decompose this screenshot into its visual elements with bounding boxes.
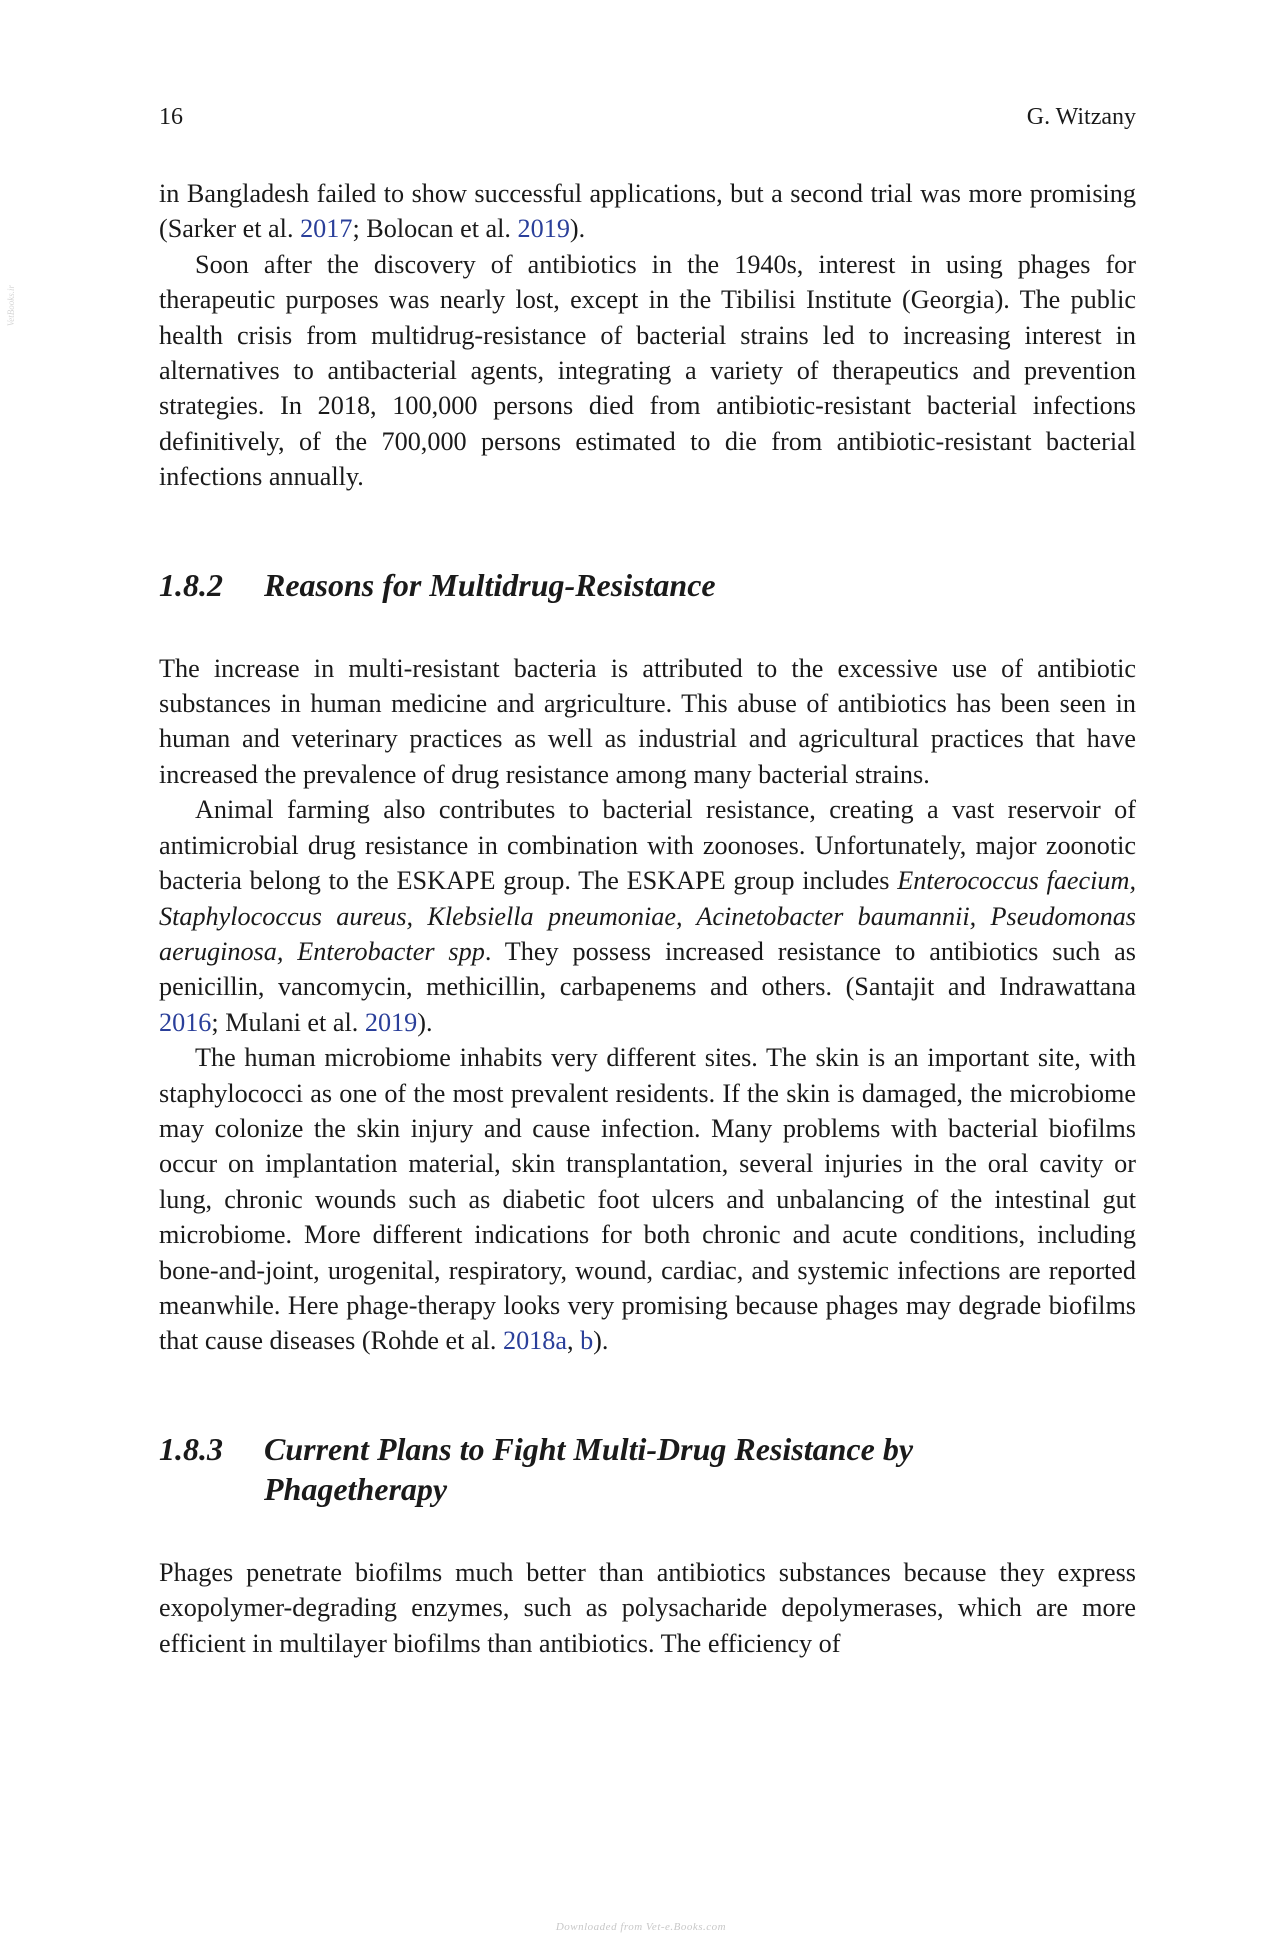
section-heading xyxy=(159,565,1136,605)
footer-watermark: Downloaded from Vet-e.Books.com xyxy=(555,1921,727,1933)
text-run: , xyxy=(566,1326,581,1356)
paragraph xyxy=(159,176,1136,247)
section-heading xyxy=(159,1429,1136,1509)
paragraph xyxy=(159,1040,1136,1359)
section-number: 1.8.3 xyxy=(159,1430,223,1467)
text-run: ). xyxy=(417,1007,433,1037)
citation-link[interactable]: 2017 xyxy=(300,214,353,244)
section-title: Current Plans to Fight Multi-Drug Resistance by Phagetherapy xyxy=(264,1430,914,1507)
citation-link[interactable]: 2019 xyxy=(517,214,570,244)
text-run: ; Mulani et al. xyxy=(211,1007,365,1037)
text-run: ). xyxy=(593,1326,609,1356)
citation-link[interactable]: 2016 xyxy=(159,1007,212,1037)
section-title: Reasons for Multidrug-Resistance xyxy=(264,566,716,603)
text-run: ). xyxy=(569,214,586,244)
side-watermark: VetBooks.ir xyxy=(6,285,16,327)
text-run: The human microbiome inhabits very different sites. The skin is an important site, with staphylococci as one of the most prevalent residents. If the skin is damaged, the microbiome may colonize the skin injury and cause infection. Many problems with bacterial biofilms occur on implantation material, skin transplantation, several injuries in the oral cavity or lung, chronic wounds such as diabetic foot ulcers and unbalancing of the intestinal gut microbiome. More different indications for both chronic and acute conditions, including bone-and-joint, urogenital, respiratory, wound, cardiac, and systemic infections are reported meanwhile. Here phage-therapy looks very promising because phages may degrade biofilms that cause diseases (Rohde et al. xyxy=(159,1043,1136,1356)
citation-link[interactable]: 2019 xyxy=(364,1007,418,1037)
text-run: . They possess increased resistance to antibiotics such as penicillin, vancomycin, methicillin, carbapenems and others. (Santajit and Indrawattana xyxy=(159,936,1136,1002)
paragraph: Soon after the discovery of antibiotics in the 1940s, interest in using phages for therapeutic purposes was nearly lost, except in the Tibilisi Institute (Georgia). The public health crisis from multidrug-resistance of bacterial strains led to increasing interest in alternatives to antibacterial agents, integrating a variety of therapeutics and prevention strategies. In 2018, 100,000 persons died from antibiotic-resistant bacterial infections definitively, of the 700,000 persons estimated to die from antibiotic-resistant bacterial infections annually. xyxy=(159,249,1136,492)
page-content xyxy=(159,100,1136,1661)
author-name: G. Witzany xyxy=(1026,104,1136,130)
paragraph xyxy=(159,792,1136,1040)
text-run: in Bangladesh failed to show successful applications, but a second trial was more promising (Sarker et al. xyxy=(159,179,1136,244)
species-list: Enterococcus faecium, Staphylococcus aureus, Klebsiella pneumoniae, Acinetobacter baumannii, Pseudomonas aeruginosa, Enterobacter spp xyxy=(159,866,1136,966)
text-run: Animal farming also contributes to bacterial resistance, creating a vast reservoir of antimicrobial drug resistance in combination with zoonoses. Unfortunately, major zoonotic bacteria belong to the ESKAPE group. The ESKAPE group includes xyxy=(159,795,1136,896)
paragraph: Phages penetrate biofilms much better than antibiotics substances because they express exopolymer-degrading enzymes, such as polysacharide depolymerases, which are more efficient in multilayer biofilms than antibiotics. The efficiency of xyxy=(159,1557,1136,1658)
paragraph: The increase in multi-resistant bacteria is attributed to the excessive use of antibiotic substances in human medicine and argriculture. This abuse of antibiotics has been seen in human and veterinary practices as well as industrial and agricultural practices that have increased the prevalence of drug resistance among many bacterial strains. xyxy=(159,653,1136,789)
citation-link[interactable]: 2018a xyxy=(502,1326,567,1356)
text-run: ; Bolocan et al. xyxy=(352,214,518,244)
citation-link[interactable]: b xyxy=(580,1326,594,1356)
running-head xyxy=(159,100,1136,134)
section-number: 1.8.2 xyxy=(159,566,223,603)
page-number: 16 xyxy=(159,104,183,130)
